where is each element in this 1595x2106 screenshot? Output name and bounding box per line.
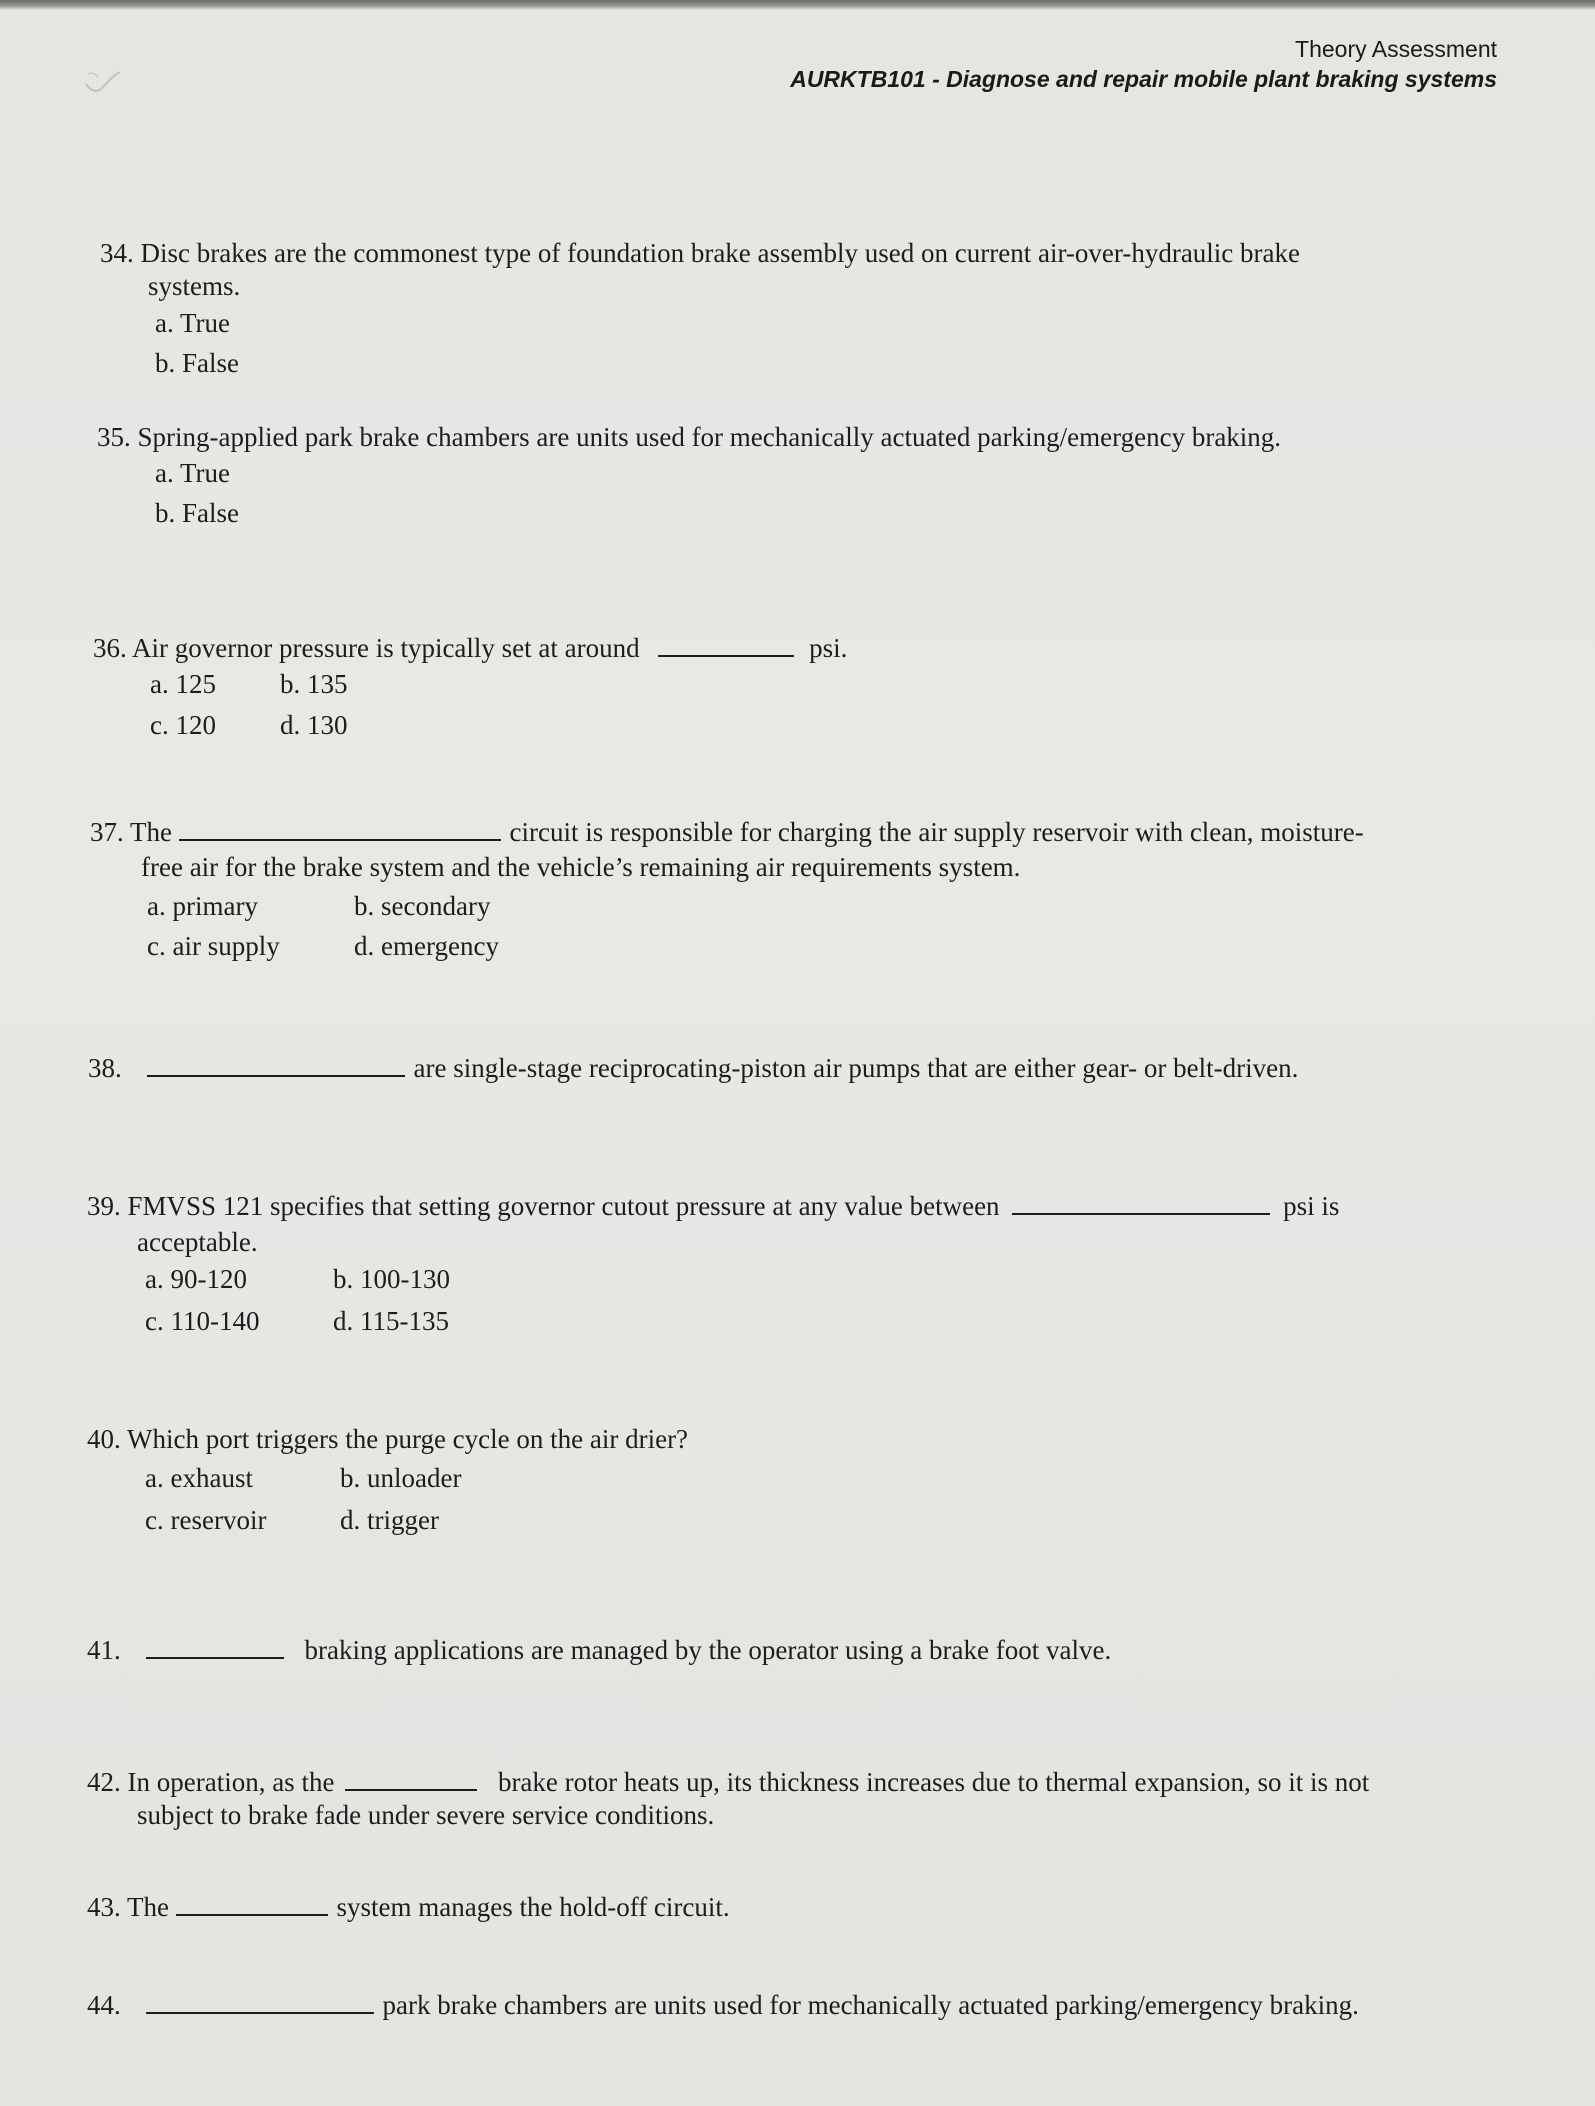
question-text-after: system manages the hold-off circuit. [336, 1892, 730, 1922]
question-text: Disc brakes are the commonest type of foundation brake assembly used on current air-over-hydraulic brake [140, 238, 1300, 268]
answer-blank[interactable] [658, 631, 794, 657]
option-d[interactable]: d. emergency [354, 931, 499, 961]
option-a[interactable]: a. True [155, 308, 231, 338]
question-41 [87, 1633, 1111, 1667]
option-a[interactable]: a. exhaust [145, 1463, 253, 1493]
option-b[interactable]: b. unloader [340, 1463, 462, 1493]
question-text: Spring-applied park brake chambers are units used for mechanically actuated parking/emergency braking. [137, 422, 1282, 452]
question-number: 34. [100, 238, 134, 268]
answer-blank[interactable] [345, 1765, 477, 1791]
question-37 [90, 815, 1364, 849]
question-42 [87, 1765, 1369, 1799]
option-c[interactable]: c. air supply [147, 931, 280, 961]
question-35 [97, 421, 1281, 454]
option-d[interactable]: d. 115-135 [333, 1306, 449, 1336]
option-b[interactable]: b. False [155, 348, 239, 378]
question-text-after: park brake chambers are units used for mechanically actuated parking/emergency braking. [382, 1990, 1359, 2020]
answer-blank[interactable] [179, 815, 501, 841]
question-40 [87, 1423, 688, 1456]
question-text: FMVSS 121 specifies that setting governor cutout pressure at any value between [127, 1191, 1000, 1221]
question-34-line2: systems. [148, 271, 241, 301]
question-text-after: brake rotor heats up, its thickness increases due to thermal expansion, so it is not [497, 1767, 1370, 1797]
question-42-line2: subject to brake fade under severe service conditions. [137, 1800, 715, 1830]
page-header [790, 34, 1497, 94]
pen-mark-icon [82, 66, 124, 100]
question-34 [100, 237, 1300, 270]
question-text: Air governor pressure is typically set at around [132, 633, 640, 663]
question-number: 36. [93, 633, 127, 663]
option-d[interactable]: d. 130 [280, 710, 348, 740]
question-39 [87, 1189, 1339, 1223]
header-title: Theory Assessment [1295, 36, 1497, 62]
page-top-edge [0, 0, 1595, 10]
question-number: 35. [97, 422, 131, 452]
question-text: The [127, 1892, 169, 1922]
question-number: 41. [87, 1635, 121, 1665]
option-b[interactable]: b. 100-130 [333, 1264, 450, 1294]
option-a[interactable]: a. 125 [150, 669, 216, 699]
question-text: The [130, 817, 172, 847]
question-number: 44. [87, 1990, 121, 2020]
answer-blank[interactable] [1012, 1189, 1270, 1215]
question-text: In operation, as the [127, 1767, 335, 1797]
question-text-after: are single-stage reciprocating-piston air pumps that are either gear- or belt-driven. [413, 1053, 1299, 1083]
answer-blank[interactable] [146, 1988, 374, 2014]
answer-blank[interactable] [146, 1633, 284, 1659]
option-a[interactable]: a. True [155, 458, 231, 488]
header-subtitle: AURKTB101 - Diagnose and repair mobile plant braking systems [790, 66, 1497, 92]
answer-blank[interactable] [147, 1051, 405, 1077]
question-number: 43. [87, 1892, 121, 1922]
question-text: Which port triggers the purge cycle on the air drier? [127, 1424, 689, 1454]
question-37-line2: free air for the brake system and the vehicle’s remaining air requirements system. [141, 852, 1021, 882]
question-text-after: psi. [809, 633, 848, 663]
question-text-after: circuit is responsible for charging the air supply reservoir with clean, moisture- [509, 817, 1364, 847]
answer-blank[interactable] [176, 1890, 328, 1916]
option-a[interactable]: a. primary [147, 891, 258, 921]
option-c[interactable]: c. 110-140 [145, 1306, 260, 1336]
option-b[interactable]: b. secondary [354, 891, 491, 921]
option-b[interactable]: b. 135 [280, 669, 348, 699]
question-36 [93, 631, 847, 665]
question-text-after: psi is [1283, 1191, 1340, 1221]
option-c[interactable]: c. reservoir [145, 1505, 267, 1535]
question-43 [87, 1890, 730, 1924]
option-c[interactable]: c. 120 [150, 710, 216, 740]
question-38 [88, 1051, 1298, 1085]
question-44 [87, 1988, 1359, 2022]
question-number: 40. [87, 1424, 121, 1454]
question-number: 42. [87, 1767, 121, 1797]
question-number: 38. [88, 1053, 122, 1083]
question-number: 37. [90, 817, 124, 847]
question-text-after: braking applications are managed by the operator using a brake foot valve. [304, 1635, 1112, 1665]
option-a[interactable]: a. 90-120 [145, 1264, 247, 1294]
option-b[interactable]: b. False [155, 498, 239, 528]
option-d[interactable]: d. trigger [340, 1505, 439, 1535]
question-39-line2: acceptable. [137, 1227, 258, 1257]
question-number: 39. [87, 1191, 121, 1221]
